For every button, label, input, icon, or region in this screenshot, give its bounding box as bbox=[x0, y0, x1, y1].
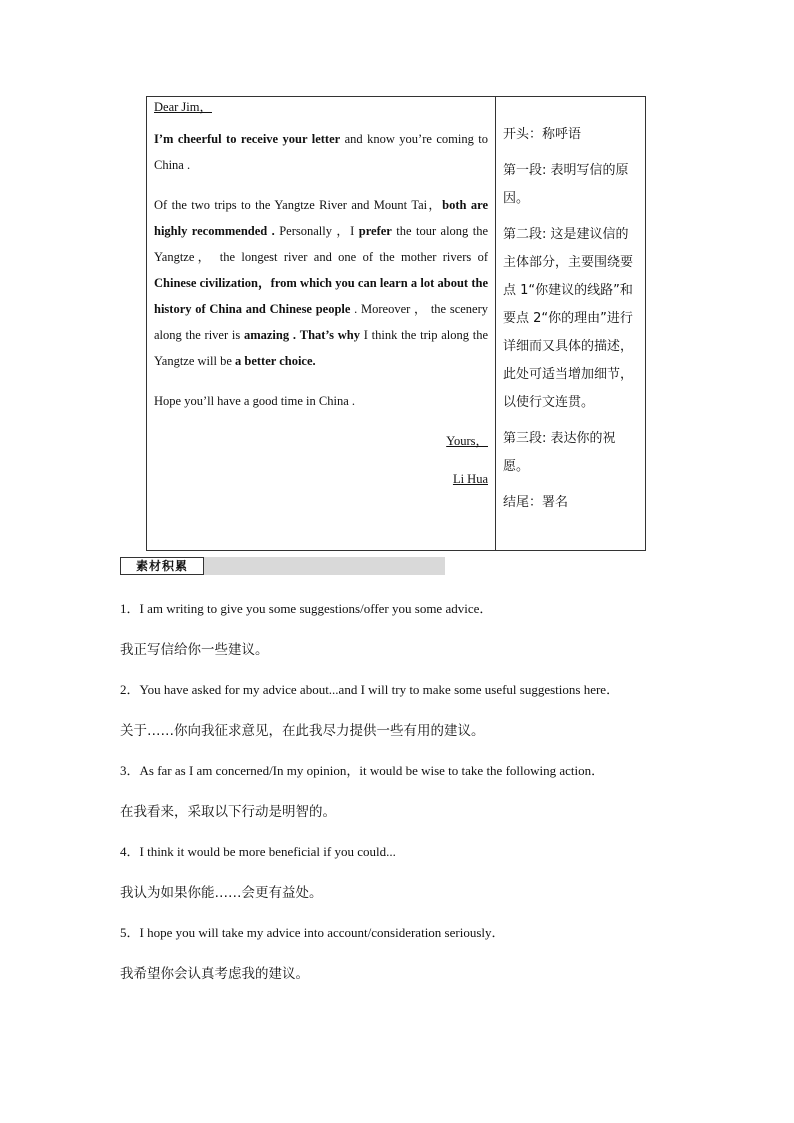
letter-column bbox=[147, 97, 496, 550]
text-run: I’m cheerful to receive your letter bbox=[154, 132, 341, 146]
salutation: Dear Jim， bbox=[154, 100, 212, 114]
note-paragraph-2: 第二段: 这是建议信的主体部分，主要围绕要点 1“你建议的线路”和要点 2“你的理由”进行详细而又具体的描述，此处可适当增加细节，以使行文连贯。 bbox=[503, 227, 634, 410]
phrase-zh-2: 关于……你向我征求意见，在此我尽力提供一些有用的建议。 bbox=[120, 723, 485, 739]
phrase-en-3: 3．As far as I am concerned/In my opinion，it would be wise to take the following action． bbox=[120, 763, 605, 778]
text-run: I think the trip along the Yangtze will be bbox=[154, 328, 488, 368]
phrase-en-5: 5．I hope you will take my advice into account/consideration seriously． bbox=[120, 925, 505, 940]
paragraph-2 bbox=[154, 192, 488, 374]
note-paragraph-1: 第一段: 表明写信的原因。 bbox=[503, 163, 629, 206]
paragraph-1 bbox=[154, 126, 488, 178]
text-run: and know you’re coming to China . bbox=[154, 132, 488, 172]
notes-column bbox=[496, 97, 645, 550]
note-opening: 开头：称呼语 bbox=[503, 127, 582, 142]
note-paragraph-3: 第三段: 表达你的祝愿。 bbox=[503, 431, 616, 474]
section-header-bar bbox=[120, 557, 445, 575]
text-run: a better choice. bbox=[235, 354, 316, 368]
text-run: the tour along the Yangtze， the longest river and one of the mother rivers of bbox=[154, 224, 488, 264]
phrase-en-1: 1．I am writing to give you some suggestions/offer you some advice． bbox=[120, 601, 493, 616]
text-run: Chinese civilization，from which you can learn a lot about the history of China and Chinese people bbox=[154, 276, 488, 316]
text-run: prefer bbox=[358, 224, 392, 238]
text-run: . Moreover ， the scenery along the river is bbox=[154, 302, 489, 342]
phrase-zh-5: 我希望你会认真考虑我的建议。 bbox=[120, 966, 309, 982]
phrase-list bbox=[120, 596, 680, 1001]
phrase-zh-4: 我认为如果你能……会更有益处。 bbox=[120, 885, 323, 901]
text-run: Personally ，I bbox=[274, 224, 359, 238]
text-run: amazing . bbox=[243, 328, 296, 342]
text-run: Of the two trips to the Yangtze River and Mount Tai， bbox=[154, 198, 443, 212]
paragraph-3: Hope you’ll have a good time in China . bbox=[154, 394, 356, 408]
section-title: 素材积累 bbox=[120, 557, 204, 575]
phrase-zh-1: 我正写信给你一些建议。 bbox=[120, 642, 269, 658]
signature: Li Hua bbox=[452, 472, 488, 486]
phrase-en-2: 2．You have asked for my advice about...and I will try to make some useful suggestions here． bbox=[120, 682, 620, 697]
text-run: both are highly recommended . bbox=[154, 198, 488, 238]
phrase-en-4: 4．I think it would be more beneficial if you could... bbox=[120, 844, 396, 859]
text-run: That’s why bbox=[299, 328, 360, 342]
letter-table bbox=[146, 96, 646, 551]
closing: Yours， bbox=[446, 434, 488, 448]
note-ending: 结尾：署名 bbox=[503, 495, 569, 510]
phrase-zh-3: 在我看来，采取以下行动是明智的。 bbox=[120, 804, 336, 820]
